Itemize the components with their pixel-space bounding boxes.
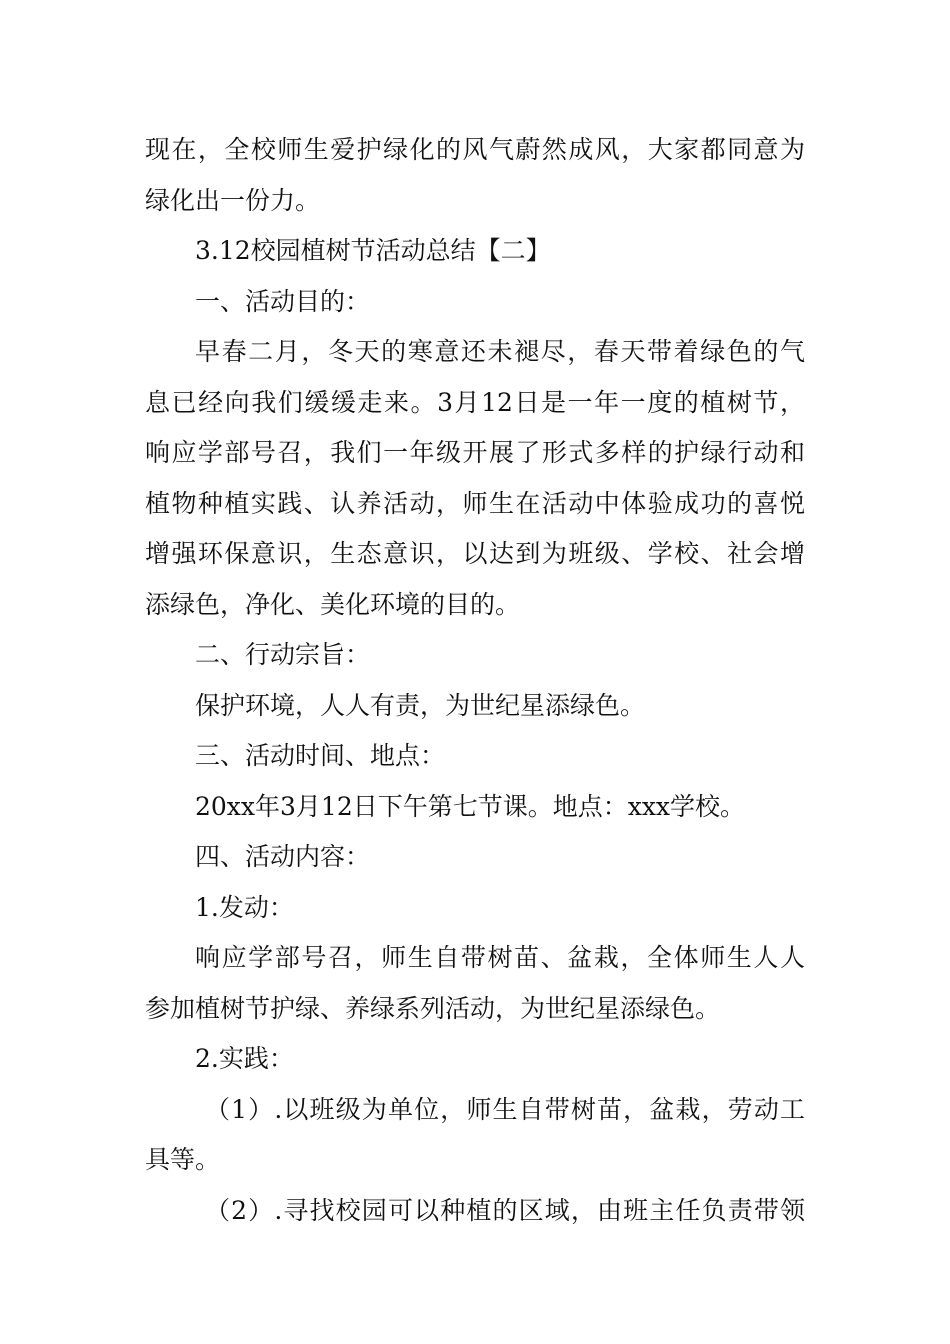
paragraph-line: 增强环保意识，生态意识，以达到为班级、学校、社会增 <box>145 539 805 568</box>
paragraph-line: 20xx年3月12日下午第七节课。地点：xxx学校。 <box>195 791 746 821</box>
section-heading: 四、活动内容： <box>195 842 371 871</box>
paragraph-line: 响应学部号召，师生自带树苗、盆栽，全体师生人人 <box>195 943 805 972</box>
paragraph-line: 响应学部号召，我们一年级开展了形式多样的护绿行动和 <box>145 438 805 467</box>
list-item: （2）.寻找校园可以种植的区域，由班主任负责带领 <box>205 1195 805 1225</box>
section-title: 3.12校园植树节活动总结【二】 <box>195 236 551 265</box>
list-item: （1）.以班级为单位，师生自带树苗，盆栽，劳动工 <box>205 1094 805 1124</box>
paragraph-line: 早春二月，冬天的寒意还未褪尽，春天带着绿色的气 <box>195 337 805 366</box>
document-body <box>145 125 805 1236</box>
paragraph-line: 植物种植实践、认养活动，师生在活动中体验成功的喜悦 <box>145 488 805 518</box>
subsection-heading: 1.发动： <box>195 892 294 922</box>
paragraph-line: 参加植树节护绿、养绿系列活动，为世纪星添绿色。 <box>145 993 721 1023</box>
paragraph-line: 绿化出一份力。 <box>145 185 321 215</box>
section-heading: 三、活动时间、地点： <box>195 741 446 770</box>
list-item-continuation: 具等。 <box>145 1145 221 1174</box>
subsection-heading: 2.实践： <box>195 1044 294 1073</box>
paragraph-line: 现在，全校师生爱护绿化的风气蔚然成风，大家都同意为 <box>145 135 805 164</box>
paragraph-line: 保护环境，人人有责，为世纪星添绿色。 <box>195 690 646 720</box>
paragraph-line: 添绿色，净化、美化环境的目的。 <box>145 589 521 619</box>
paragraph-line: 息已经向我们缓缓走来。3月12日是一年一度的植树节， <box>145 387 805 417</box>
section-heading: 二、行动宗旨： <box>195 640 371 669</box>
section-heading: 一、活动目的： <box>195 286 371 316</box>
